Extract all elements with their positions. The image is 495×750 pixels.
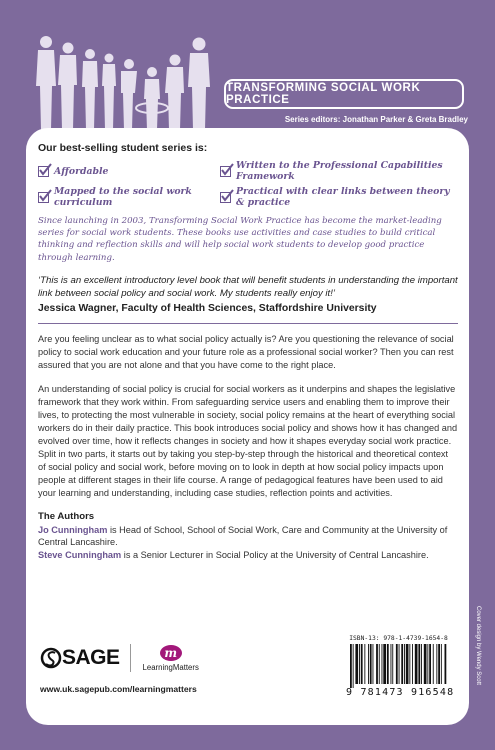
- review-quote: ‘This is an excellent introductory level book that will benefit students in understanding the important link between social policy and social work. My students really enjoy it!’: [38, 274, 458, 300]
- feature-label: Practical with clear links between theory & practice: [236, 186, 450, 208]
- feature-item: [38, 160, 220, 182]
- best-selling-heading: Our best-selling student series is:: [38, 142, 208, 154]
- learning-matters-mark-icon: m: [160, 645, 182, 661]
- learning-matters-wordmark: LearningMatters: [142, 662, 199, 672]
- series-editors: Series editors: Jonathan Parker & Greta Bradley: [284, 115, 468, 124]
- feature-label: Written to the Professional Capabilities Framework: [236, 160, 443, 182]
- feature-list: [38, 160, 458, 208]
- author-name: Steve Cunningham: [38, 549, 122, 560]
- description-paragraph: Are you feeling unclear as to what social policy actually is? Are you questioning the relevance of social policy to social work education and your future role as a professional social worker? Then you can rest assured that you are not alone and that you have come to the right place.: [38, 333, 454, 370]
- checkbox-tick-icon: [220, 166, 231, 177]
- feature-label: Mapped to the social work curriculum: [54, 186, 192, 208]
- learning-matters-logo: [143, 645, 199, 672]
- sage-logo: [40, 646, 120, 670]
- quote-attribution: Jessica Wagner, Faculty of Health Sciences, Staffordshire University: [38, 302, 377, 314]
- description-paragraph: An understanding of social policy is crucial for social workers as it underpins and shapes the legislative framework that they work within. From safeguarding service users and enabling them to improve their lives, to protecting the most vulnerable in society, social policy remains at the heart of everything social workers do in their daily practice. This book introduces social policy and shows how it has changed and evolved over time, how it reflects changes in society and how it shapes everyday social work practice. Split in two parts, it starts out by taking you step-by-step through the historical and theoretical context of social policy and social work, before moving on to look in depth at how social policy impacts upon people at different stages in their life course. A range of pedagogical features have been used to aid your learning and understanding, including case studies, reflection points and activities.: [38, 383, 458, 498]
- checkbox-tick-icon: [220, 192, 231, 203]
- isbn-label: ISBN-13: 978-1-4739-1654-8: [349, 635, 448, 642]
- barcode-image: [346, 644, 451, 688]
- publisher-logos: [40, 644, 199, 672]
- author-description: is Head of School, School of Social Work, Care and Community at the University of Central Lancashire.: [38, 524, 448, 548]
- sage-wordmark: SAGE: [62, 646, 120, 669]
- series-title: TRANSFORMING SOCIAL WORK PRACTICE: [226, 82, 421, 106]
- cover-design-credit: Cover design by Wendy Scott: [475, 606, 481, 685]
- author-bio: [38, 549, 458, 562]
- authors-heading: The Authors: [38, 510, 95, 522]
- feature-label: Affordable: [54, 165, 109, 177]
- feature-item: [38, 186, 220, 208]
- author-description: is a Senior Lecturer in Social Policy at the University of Central Lancashire.: [121, 549, 429, 560]
- barcode-block: [346, 635, 455, 698]
- author-name: Jo Cunningham: [38, 524, 108, 535]
- series-title-badge: [224, 79, 464, 109]
- family-silhouettes-image: [34, 34, 214, 130]
- divider: [38, 323, 458, 324]
- logo-separator: [130, 644, 131, 672]
- publisher-url: www.uk.sagepub.com/learningmatters: [40, 684, 197, 694]
- feature-item: [220, 186, 460, 208]
- ean-number: 9 781473 916548: [346, 687, 455, 698]
- series-intro: Since launching in 2003, Transforming Social Work Practice has become the market-leading series for social work students. These books use activities and case studies to build critical thinking and reflection skills and will help social work students to develop good practice through learning.: [38, 216, 442, 263]
- feature-item: [220, 160, 460, 182]
- author-bio: [38, 524, 458, 549]
- checkbox-tick-icon: [38, 192, 49, 203]
- checkbox-tick-icon: [38, 166, 49, 177]
- sage-swirl-icon: [40, 647, 62, 669]
